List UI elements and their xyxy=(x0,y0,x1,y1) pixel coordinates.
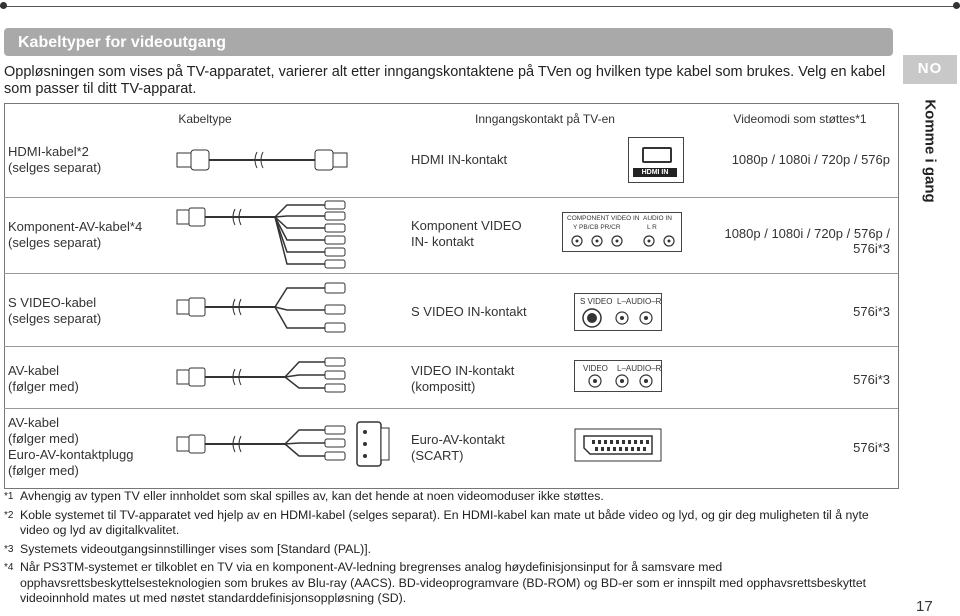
top-rule xyxy=(0,6,960,7)
component-cable-illustration xyxy=(175,200,355,272)
footnote-mark: *1 xyxy=(4,491,14,502)
cable-note: (selges separat) xyxy=(8,311,102,326)
component-audio-title: AUDIO IN xyxy=(643,215,672,222)
language-tab xyxy=(903,55,957,84)
port-name-line2: (SCART) xyxy=(411,448,464,463)
video-title: VIDEO xyxy=(583,364,608,373)
cable-name: AV-kabel xyxy=(8,363,60,378)
cable-label-av xyxy=(8,363,79,395)
video-modes-svideo: 576i*3 xyxy=(853,304,890,319)
hdmi-logo: HDMI IN xyxy=(633,168,677,177)
video-modes-component: 1080p / 1080i / 720p / 576p / 576i*3 xyxy=(724,226,890,256)
port-label-svideo xyxy=(411,304,527,320)
component-jack-labels: Y PB/CB PR/CR xyxy=(573,224,621,231)
footnote xyxy=(4,508,896,539)
cable-note: (følger med) xyxy=(8,379,79,394)
svideo-audio-title: L–AUDIO–R xyxy=(617,297,662,306)
cable-name: Komponent-AV-kabel*4 xyxy=(8,219,143,234)
footnote-mark: *3 xyxy=(4,543,14,555)
footnote-mark: *4 xyxy=(4,562,14,573)
adapter-name: Euro-AV-kontaktplugg xyxy=(8,447,134,462)
svideo-cable-illustration xyxy=(175,280,355,340)
video-modes-scart: 576i*3 xyxy=(853,440,890,455)
cable-label-hdmi xyxy=(8,144,101,176)
chapter-title: Komme i gang xyxy=(921,99,939,203)
port-name: HDMI IN-kontakt xyxy=(411,152,508,167)
adapter-note: (følger med) xyxy=(8,463,79,478)
svideo-title: S VIDEO xyxy=(580,297,613,306)
footnote-text: Avhengig av typen TV eller innholdet som skal spilles av, kan det hende at noen videomoduser ikke støttes. xyxy=(20,489,604,503)
footnote-text: Systemets videoutgangsinnstillinger vises som [Standard (PAL)]. xyxy=(20,541,372,556)
video-modes-hdmi: 1080p / 1080i / 720p / 576p xyxy=(731,152,890,167)
video-modes-av: 576i*3 xyxy=(853,372,890,387)
component-jacks xyxy=(563,233,681,249)
footnote xyxy=(4,560,896,607)
component-title: COMPONENT VIDEO IN xyxy=(567,215,640,222)
bullet-mark xyxy=(0,2,7,9)
port-label-hdmi xyxy=(411,152,507,168)
hdmi-port-icon xyxy=(642,147,672,163)
port-label-component xyxy=(411,218,522,250)
row-divider xyxy=(4,197,898,198)
port-name-line2: (kompositt) xyxy=(411,379,476,394)
footnote-text: Koble systemet til TV-apparatet ved hjelp av en HDMI-kabel (selges separat). En HDMI-kabel kan mate ut både video og lyd, og gir deg muligheten til å nyte video og lyd av digitalkvalitet. xyxy=(20,507,869,537)
footnote-text: Når PS3TM-systemet er tilkoblet en TV via en komponent-AV-ledning bregrenses analog høydefinisjonsinput for å samsvare med opphavsrettsbeskyttelsesteknologien som brukes av Blu-ray (AACS). BD-videoprogramvare (BD-ROM) og BD-er som er innspilt med opphavsrettsbeskyttet videoinnhold mates ut med nøstet standarddefinisjonsoppløsning (SD). xyxy=(20,560,867,605)
footnote xyxy=(4,489,896,505)
cable-label-component xyxy=(8,219,142,251)
intro-paragraph: Oppløsningen som vises på TV-apparatet, varierer alt etter inngangskontaktene på TVen og hvilken type kabel som brukes. Velg en kabel som passer til ditt TV-apparat. xyxy=(4,64,886,97)
port-name: Komponent VIDEO xyxy=(411,218,522,233)
row-divider xyxy=(4,408,898,409)
chapter-tab xyxy=(918,97,942,205)
section-title: Kabeltyper for videoutgang xyxy=(18,34,227,51)
cable-note: (følger med) xyxy=(8,431,79,446)
page-number: 17 xyxy=(916,598,933,615)
av-cable-illustration xyxy=(175,356,355,396)
cable-note: (selges separat) xyxy=(8,160,102,175)
bullet-mark xyxy=(953,2,960,9)
svideo-jacks xyxy=(575,307,661,329)
cable-name: HDMI-kabel*2 xyxy=(8,144,89,159)
hdmi-port-panel xyxy=(628,137,684,183)
cable-note: (selges separat) xyxy=(8,235,102,250)
row-divider xyxy=(4,273,898,274)
hdmi-cable-illustration xyxy=(175,145,355,175)
port-name: VIDEO IN-kontakt xyxy=(411,363,515,378)
cable-label-scart xyxy=(8,415,134,479)
language-code: NO xyxy=(917,60,943,77)
footnotes xyxy=(4,489,896,607)
port-name: S VIDEO IN-kontakt xyxy=(411,304,527,319)
svideo-port-panel xyxy=(574,293,662,331)
row-divider xyxy=(4,346,898,347)
port-label-scart xyxy=(411,432,505,464)
port-name-line2: IN- kontakt xyxy=(411,234,474,249)
footnote xyxy=(4,542,896,558)
video-jacks xyxy=(575,373,661,389)
video-port-panel xyxy=(574,360,662,392)
port-label-av xyxy=(411,363,514,395)
port-name: Euro-AV-kontakt xyxy=(411,432,505,447)
footnote-mark: *2 xyxy=(4,509,14,521)
scart-port-panel xyxy=(574,428,662,462)
component-port-panel xyxy=(562,212,682,252)
scart-cable-illustration xyxy=(175,420,395,470)
cable-name: S VIDEO-kabel xyxy=(8,295,97,310)
cable-label-svideo xyxy=(8,295,101,327)
header-input-port: Inngangskontakt på TV-en xyxy=(475,112,615,126)
video-audio-title: L–AUDIO–R xyxy=(617,364,662,373)
header-cable-type: Kabeltype xyxy=(178,112,232,126)
component-audio-labels: L R xyxy=(647,224,657,231)
header-video-modes: Videomodi som støttes*1 xyxy=(733,112,867,126)
cable-name: AV-kabel xyxy=(8,415,60,430)
